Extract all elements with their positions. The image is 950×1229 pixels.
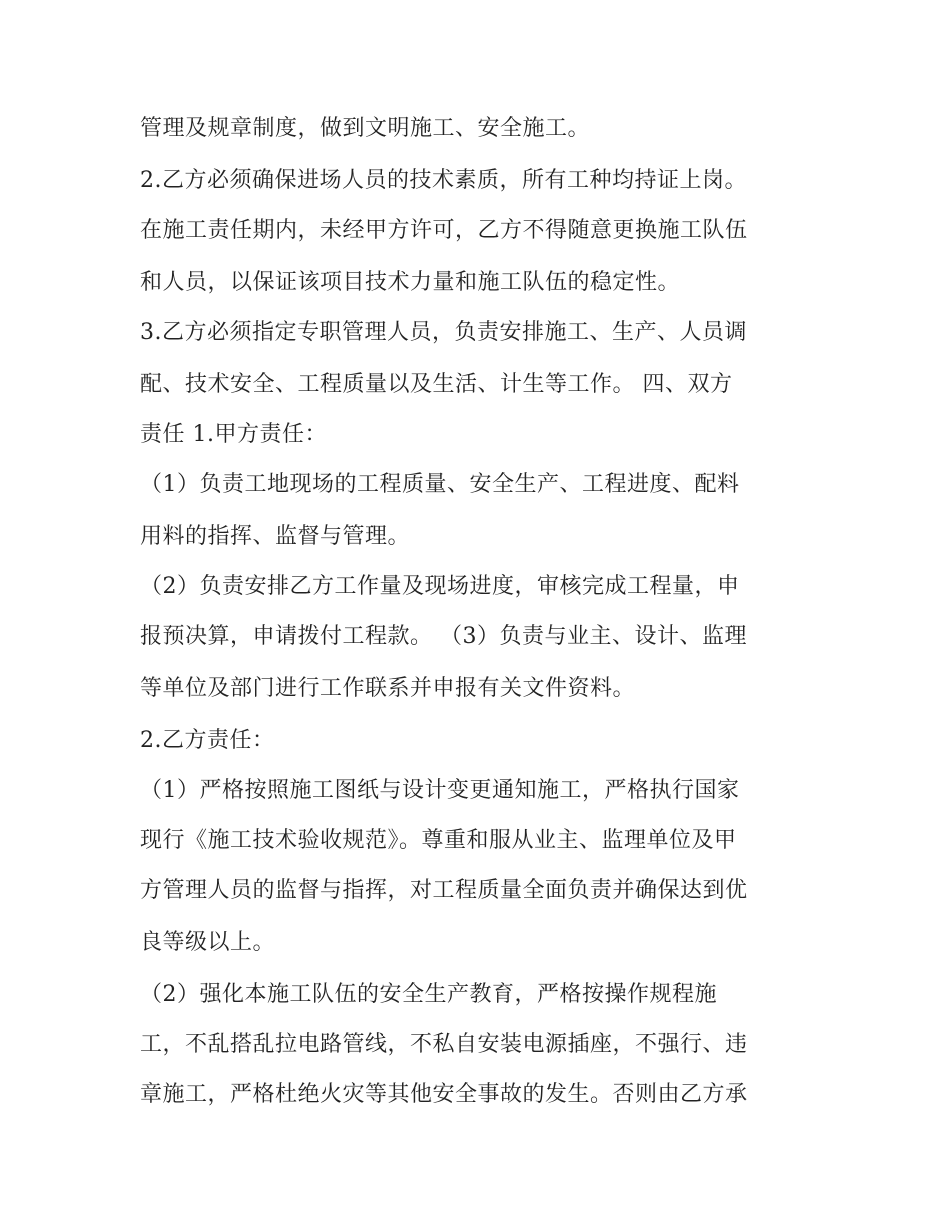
text-line: （2）强化本施工队伍的安全生产教育，严格按操作规程施 xyxy=(140,982,717,1007)
text-line: （1）严格按照施工图纸与设计变更通知施工，严格执行国家 xyxy=(140,778,740,803)
text-line: 等单位及部门进行工作联系并申报有关文件资料。 xyxy=(140,676,636,701)
text-line: 配、技术安全、工程质量以及生活、计生等工作。 四、双方 xyxy=(140,372,733,397)
text-line: 在施工责任期内，未经甲方许可，乙方不得随意更换施工队伍 xyxy=(140,218,748,243)
text-line: 用料的指挥、监督与管理。 xyxy=(140,524,411,549)
text-line: 章施工，严格杜绝火灾等其他安全事故的发生。否则由乙方承 xyxy=(140,1082,748,1107)
text-line: 责任 1.甲方责任： xyxy=(140,422,327,447)
text-line: 3.乙方必须指定专职管理人员，负责安排施工、生产、人员调 xyxy=(140,320,747,345)
text-line: 良等级以上。 xyxy=(140,930,276,955)
text-line: 2.乙方责任： xyxy=(140,728,275,753)
text-line: （2）负责安排乙方工作量及现场进度，审核完成工程量，申 xyxy=(140,574,740,599)
text-line: （1）负责工地现场的工程质量、安全生产、工程进度、配料 xyxy=(140,472,740,497)
text-line: 管理及规章制度，做到文明施工、安全施工。 xyxy=(140,116,591,141)
text-line: 和人员，以保证该项目技术力量和施工队伍的稳定性。 xyxy=(140,270,681,295)
text-line: 现行《施工技术验收规范》。尊重和服从业主、监理单位及甲 xyxy=(140,828,737,853)
text-line: 方管理人员的监督与指挥，对工程质量全面负责并确保达到优 xyxy=(140,878,748,903)
text-line: 工，不乱搭乱拉电路管线，不私自安装电源插座，不强行、违 xyxy=(140,1032,748,1057)
text-line: 2.乙方必须确保进场人员的技术素质，所有工种均持证上岗。 xyxy=(140,168,747,193)
text-line: 报预决算，申请拨付工程款。 （3）负责与业主、设计、监理 xyxy=(140,624,747,649)
